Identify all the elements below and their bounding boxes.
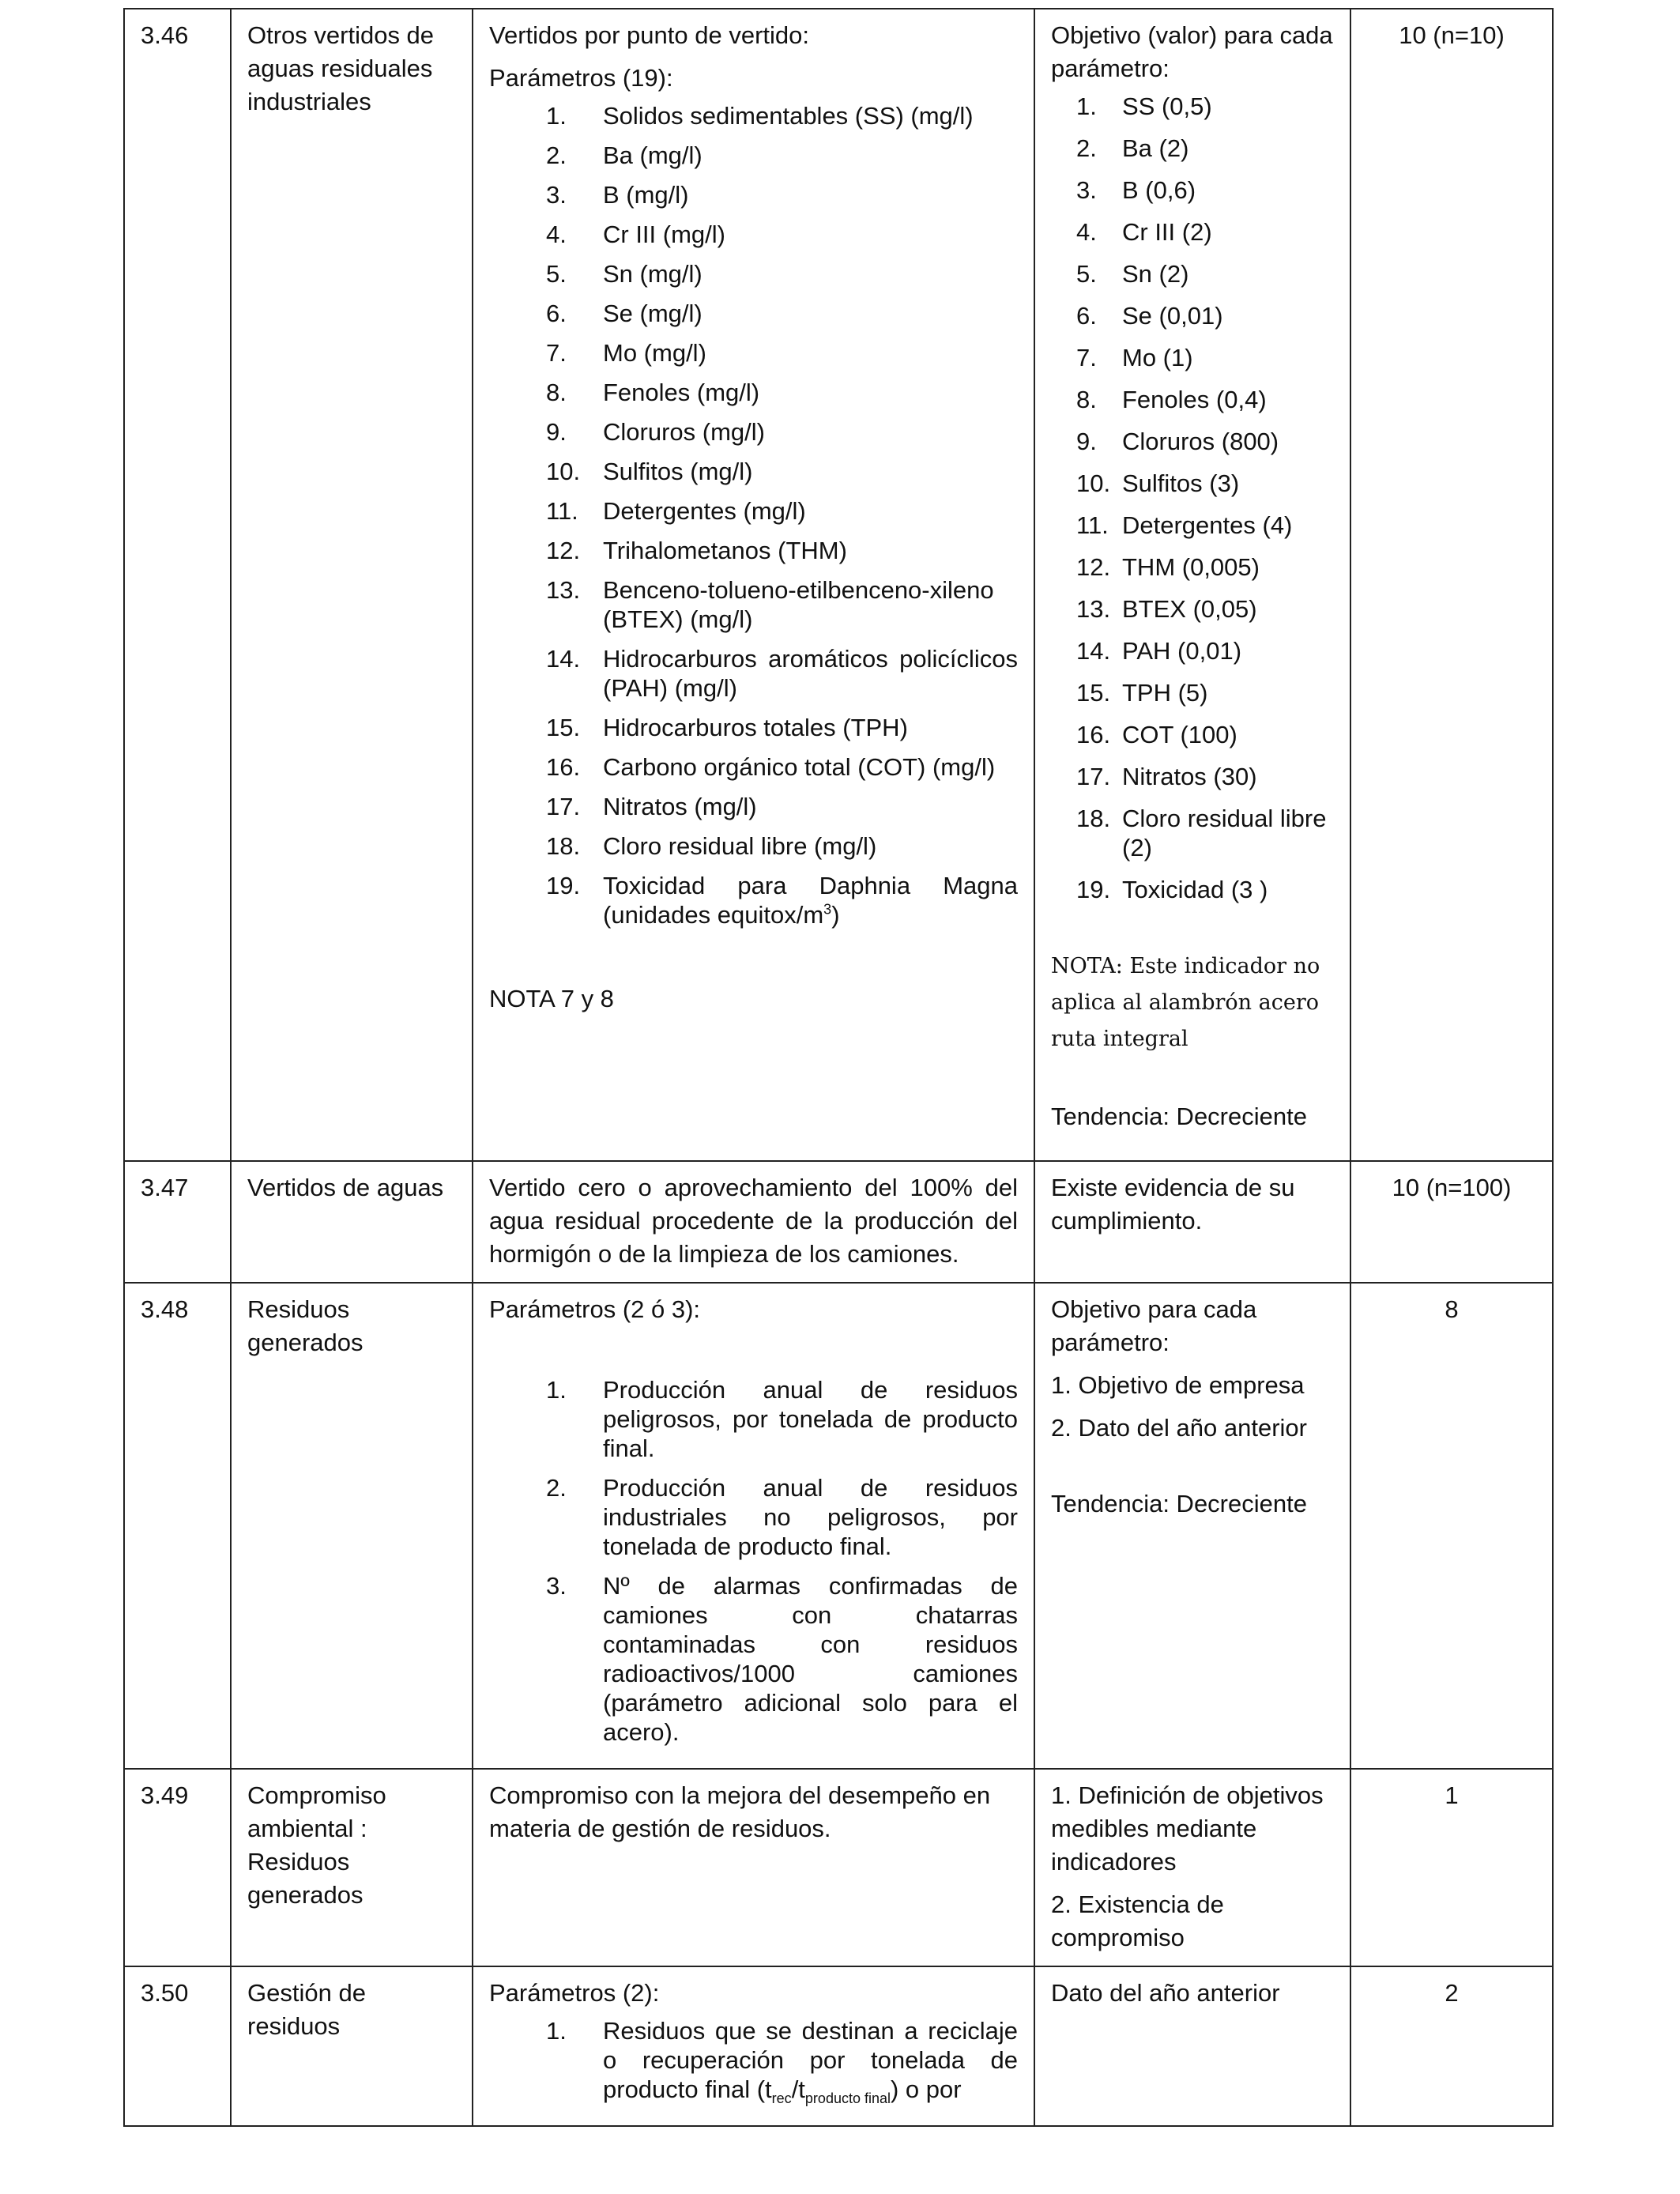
objective-item: 1. Definición de objetivos medibles mediante indicadores — [1051, 1781, 1324, 1875]
indicator-name: Vertidos de aguas — [231, 1161, 473, 1283]
objective-cell: Existe evidencia de su cumplimiento. — [1034, 1161, 1350, 1283]
trend-text: Tendencia: Decreciente — [1051, 1490, 1307, 1517]
description-cell — [473, 9, 1034, 1161]
objective-cell — [1034, 9, 1350, 1161]
list-item: 1. SS (0,5) — [1076, 92, 1212, 120]
params-title: Parámetros (19): — [489, 64, 673, 92]
list-item: 2. Ba (2) — [1076, 134, 1189, 162]
table-row — [124, 1283, 1553, 1769]
table-row — [124, 1966, 1553, 2126]
list-item: 14. Hidrocarburos aromáticos policíclicos (PAH) (mg/l) — [546, 645, 1018, 702]
list-item: 1. Residuos que se destinan a reciclaje o recuperación por tonelada de producto final $(t_{rec}/t_{producto final})$ o por — [546, 2017, 1018, 2107]
list-item: 19. Toxicidad (3 ) — [1076, 876, 1268, 903]
objective-item: 2. Existencia de compromiso — [1051, 1891, 1224, 1951]
row-id: 3.48 — [124, 1283, 231, 1769]
indicator-name: Gestión de residuos — [231, 1966, 473, 2126]
objective-item: 2. Dato del año anterior — [1051, 1414, 1307, 1442]
list-item: 1. Solidos sedimentables (SS) (mg/l) — [546, 102, 974, 130]
list-item: 11. Detergentes (mg/l) — [546, 497, 806, 525]
params-title: Parámetros (2 ó 3): — [489, 1295, 701, 1323]
indicator-name: Residuos generados — [231, 1283, 473, 1769]
list-item: 2. Ba (mg/l) — [546, 141, 703, 169]
list-item: 7. Mo (mg/l) — [546, 339, 706, 367]
list-item: 4. Cr III (2) — [1076, 218, 1212, 246]
objective-cell — [1034, 1283, 1350, 1769]
indicator-name: Compromiso ambiental : Residuos generados — [231, 1769, 473, 1966]
row-id: 3.47 — [124, 1161, 231, 1283]
objective-title: Objetivo (valor) para cada parámetro: — [1051, 21, 1333, 82]
list-item: 9. Cloruros (mg/l) — [546, 418, 765, 446]
description-cell: Vertido cero o aprovechamiento del 100% del agua residual procedente de la producción del hormigón o de la limpieza de los camiones. — [473, 1161, 1034, 1283]
objective-note: NOTA: Este indicador no aplica al alambrón acero ruta integral — [1051, 954, 1320, 1051]
row-id: 3.46 — [124, 9, 231, 1161]
indicators-table — [123, 8, 1554, 2127]
list-item: 19. Toxicidad para Daphnia Magna (unidades equitox/$m^3$) — [546, 872, 1018, 929]
list-item: 4. Cr III (mg/l) — [546, 221, 725, 248]
list-item: 5. Sn (mg/l) — [546, 260, 703, 288]
indicator-name: Otros vertidos de aguas residuales industriales — [231, 9, 473, 1161]
list-item: 3. Nº de alarmas confirmadas de camiones con chatarras contaminadas con residuos radioactivos/1000 camiones (parámetro adicional solo para el acero). — [546, 1572, 1018, 1746]
objective-title: Objetivo para cada parámetro: — [1051, 1295, 1257, 1356]
list-item: 15. TPH (5) — [1076, 679, 1208, 707]
list-item: 18. Cloro residual libre (2) — [1076, 805, 1327, 861]
list-item: 10. Sulfitos (3) — [1076, 469, 1240, 497]
score-cell: 2 — [1350, 1966, 1553, 2126]
list-item: 3. B (0,6) — [1076, 176, 1196, 204]
list-item: 5. Sn (2) — [1076, 260, 1189, 288]
list-item: 14. PAH (0,01) — [1076, 637, 1242, 665]
score-cell: 1 — [1350, 1769, 1553, 1966]
score-cell: 10 (n=100) — [1350, 1161, 1553, 1283]
params-list — [489, 2016, 1018, 2107]
list-item: 6. Se (0,01) — [1076, 302, 1223, 330]
params-list — [489, 1375, 1018, 1747]
params-list — [489, 101, 1018, 929]
list-item: 17. Nitratos (mg/l) — [546, 793, 757, 820]
list-item: 13. Benceno-tolueno-etilbenceno-xileno (BTEX) (mg/l) — [546, 576, 994, 633]
list-item: 10. Sulfitos (mg/l) — [546, 458, 753, 485]
score-cell: 8 — [1350, 1283, 1553, 1769]
description-cell — [473, 1966, 1034, 2126]
list-item: 12. THM (0,005) — [1076, 553, 1260, 581]
list-item: 8. Fenoles (mg/l) — [546, 379, 760, 406]
list-item: 15. Hidrocarburos totales (TPH) — [546, 714, 908, 741]
row-id: 3.50 — [124, 1966, 231, 2126]
table-row — [124, 1769, 1553, 1966]
list-item: 13. BTEX (0,05) — [1076, 595, 1257, 623]
trend-text: Tendencia: Decreciente — [1051, 1103, 1307, 1130]
list-item: 3. B (mg/l) — [546, 181, 689, 209]
list-item: 16. Carbono orgánico total (COT) (mg/l) — [546, 753, 996, 781]
description-cell: Compromiso con la mejora del desempeño en materia de gestión de residuos. — [473, 1769, 1034, 1966]
score-cell: 10 (n=10) — [1350, 9, 1553, 1161]
note-text: NOTA 7 y 8 — [489, 985, 614, 1012]
list-item: 6. Se (mg/l) — [546, 300, 703, 327]
row-id: 3.49 — [124, 1769, 231, 1966]
list-item: 16. COT (100) — [1076, 721, 1237, 748]
params-title: Parámetros (2): — [489, 1979, 660, 2007]
list-item: 18. Cloro residual libre (mg/l) — [546, 832, 877, 860]
table-row — [124, 1161, 1553, 1283]
objectives-list — [1051, 92, 1334, 904]
list-item: 9. Cloruros (800) — [1076, 428, 1279, 455]
objective-cell — [1034, 1769, 1350, 1966]
table-row — [124, 9, 1553, 1161]
list-item: 8. Fenoles (0,4) — [1076, 386, 1267, 413]
list-item: 12. Trihalometanos (THM) — [546, 537, 847, 564]
list-item: 1. Producción anual de residuos peligrosos, por tonelada de producto final. — [546, 1376, 1018, 1462]
list-item: 17. Nitratos (30) — [1076, 763, 1257, 790]
objective-cell: Dato del año anterior — [1034, 1966, 1350, 2126]
list-item: 2. Producción anual de residuos industriales no peligrosos, por tonelada de producto final. — [546, 1474, 1018, 1560]
objective-item: 1. Objetivo de empresa — [1051, 1371, 1305, 1399]
description-intro: Vertidos por punto de vertido: — [489, 21, 809, 49]
list-item: 11. Detergentes (4) — [1076, 511, 1293, 539]
list-item: 7. Mo (1) — [1076, 344, 1193, 371]
description-cell — [473, 1283, 1034, 1769]
